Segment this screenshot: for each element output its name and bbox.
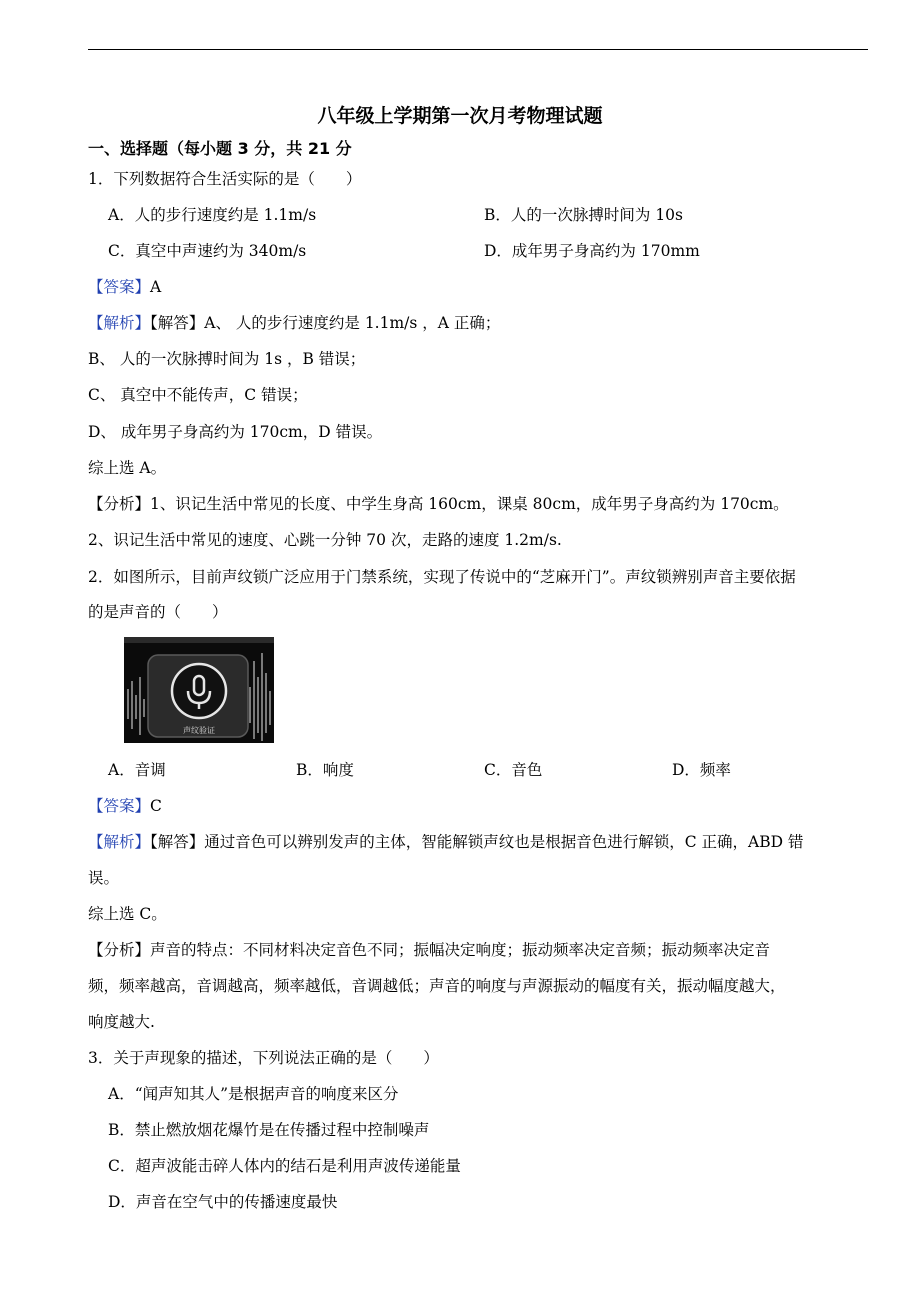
q1-analysis-line [88, 312, 500, 334]
q2-stem: 的是声音的（ ） [88, 603, 228, 621]
q2-stem: 2．如图所示，目前声纹锁广泛应用于门禁系统，实现了传说中的“芝麻开门”。声纹锁辨别声音主要依据 [88, 568, 796, 586]
q2-analysis-line: 误。 [88, 869, 120, 887]
q2-option-c: C．音色 [484, 761, 543, 779]
analysis-label: 【解析】 [88, 314, 151, 332]
q1-stem: 1．下列数据符合生活实际的是（ ） [88, 170, 362, 188]
q1-option-d: D．成年男子身高约为 170mm [484, 242, 700, 260]
q1-option-c: C．真空中声速约为 340m/s [108, 242, 307, 260]
answer-label: 【答案】 [88, 278, 151, 296]
answer-value: A [150, 278, 162, 296]
figure-caption: 声纹验证 [183, 726, 215, 735]
q2-analysis-line: 综上选 C。 [88, 905, 167, 923]
section-heading: 一、选择题（每小题 3 分，共 21 分 [88, 139, 352, 158]
q2-option-d: D．频率 [672, 761, 731, 779]
q1-analysis-line: 2、识记生活中常见的速度、心跳一分钟 70 次，走路的速度 1.2m/s. [88, 531, 562, 549]
q3-option-a: A．“闻声知其人”是根据声音的响度来区分 [108, 1085, 399, 1103]
q1-option-b: B．人的一次脉搏时间为 10s [484, 206, 683, 224]
voiceprint-figure [124, 637, 274, 743]
q2-option-b: B．响度 [296, 761, 354, 779]
page-title: 八年级上学期第一次月考物理试题 [317, 105, 603, 127]
q2-analysis-line: 响度越大. [88, 1013, 155, 1031]
q2-analysis-line: 【分析】声音的特点：不同材料决定音色不同；振幅决定响度；振动频率决定音频；振动频率决定音 [88, 941, 771, 959]
q1-analysis-line: B、 人的一次脉搏时间为 1s ，B 错误； [88, 350, 366, 368]
q1-analysis-line: 【分析】1、识记生活中常见的长度、中学生身高 160cm，课桌 80cm，成年男子身高约为 170cm。 [88, 495, 789, 513]
q2-option-a: A．音调 [108, 761, 166, 779]
analysis-label: 【解析】 [88, 833, 151, 851]
q3-option-d: D．声音在空气中的传播速度最快 [108, 1193, 338, 1211]
q1-answer [88, 276, 161, 298]
analysis-text: 【解答】通过音色可以辨别发声的主体，智能解锁声纹也是根据音色进行解锁，C 正确，ABD 错 [150, 833, 804, 851]
header-rule [88, 49, 868, 50]
q1-analysis-line: D、 成年男子身高约为 170cm，D 错误。 [88, 423, 383, 441]
answer-value: C [150, 797, 162, 815]
q2-answer [88, 795, 162, 817]
q3-option-c: C．超声波能击碎人体内的结石是利用声波传递能量 [108, 1157, 461, 1175]
q2-analysis-line: 频，频率越高，音调越高，频率越低，音调越低；声音的响度与声源振动的幅度有关，振动幅度越大， [88, 977, 786, 995]
q1-option-a: A．人的步行速度约是 1.1m/s [108, 206, 317, 224]
analysis-text: 【解答】A、 人的步行速度约是 1.1m/s ，A 正确； [150, 314, 501, 332]
q3-option-b: B．禁止燃放烟花爆竹是在传播过程中控制噪声 [108, 1121, 430, 1139]
answer-label: 【答案】 [88, 797, 151, 815]
q1-analysis-line: 综上选 A。 [88, 459, 167, 477]
q1-analysis-line: C、 真空中不能传声，C 错误； [88, 386, 308, 404]
q3-stem: 3．关于声现象的描述，下列说法正确的是（ ） [88, 1049, 439, 1067]
q2-analysis-line [88, 831, 804, 853]
